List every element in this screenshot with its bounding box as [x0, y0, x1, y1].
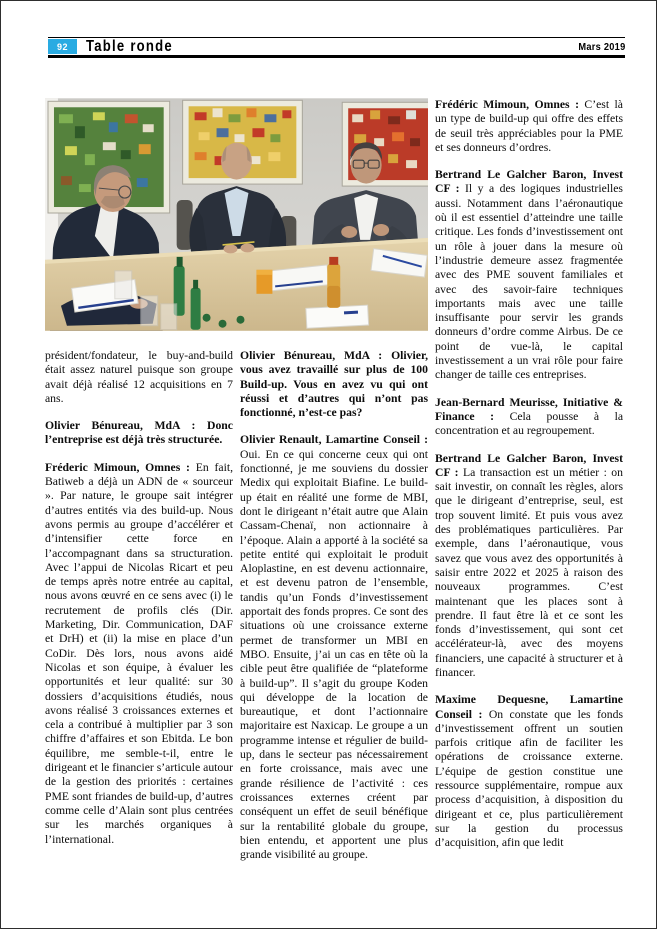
header-bottom-rule — [48, 55, 625, 58]
speaker-name: Olivier Bénureau, MdA : — [240, 349, 392, 362]
paragraph-text: Olivier, vous avez travaillé sur plus de 100 Build-up. Vous en avez vu qui ont réussi et d’autres qui n’ont pas fonctionné, n’est-ce pas? — [240, 349, 428, 420]
speaker-name: Jean-Bernard Meurisse, Initiative & Finance : — [435, 395, 623, 423]
paragraph-text: Oui. En ce qui concerne ceux qui ont fonctionné, je me souviens du dossier Medix qui exploitait Biafine. Le build-up était en réalité une forme de MBI, dont le dirigeant n’était autre que Alain Cassam-Chenaï, non actionnaire à l’époque. Alain a apporté à la société sa petite entité qui exploitait le produit Aloplastine, en est devenu actionnaire, et est devenu patron de l’ensemble, tandis qu’un Fonds d’investissement apportait des fonds propres. Ce sont des situations où une croissance externe permet de transformer un MBI en MBO. Ensuite, j’ai un cas en tête où la cible peut être qualifiée de “plateforme à build-up”. Il s’agit du groupe Koden qui développe de la location de bureautique, et dont l’actionnaire majoritaire est Naxicap. Le groupe a un programme intense et régulier de build-up, dans le secteur pas nécessairement en forte croissance, mais avec une grande résilience de l’activité : ces croissances externes créent par conséquent un effet de seuil bénéfique sur la rentabilité globale du groupe, bien entendu, et apportent une plus grande visibilité au groupe. — [240, 447, 428, 862]
roundtable-photo — [45, 98, 428, 331]
paragraph — [240, 433, 428, 862]
roundtable-photo-graphic — [45, 98, 428, 331]
paragraph — [45, 461, 233, 847]
issue-date: Mars 2019 — [577, 40, 625, 53]
speaker-name: Olivier Bénureau, MdA : — [45, 419, 208, 433]
paragraph — [435, 452, 623, 681]
paragraph-text: Donc l’entreprise est déjà très structurée. — [45, 419, 233, 447]
speaker-name: Maxime Dequesne, Lamartine Conseil : — [435, 693, 623, 721]
paragraph — [45, 349, 233, 406]
paragraph-text: président/fondateur, le buy-and-build était assez naturel puisque son groupe avait déjà réalisé 12 acquisitions en 7 ans. — [45, 349, 233, 405]
column-1 — [45, 349, 233, 860]
bottle-cap — [203, 314, 211, 322]
paragraph-text: La transaction est un métier : on sait investir, on connaît les règles, alors que le dirigeant d’entreprise, seul, est trop souvent limité. Et puis vous avez des problématiques particulières. Par exemple, dans l’aéronautique, vous savez que vous avez des opportunités à saisir entre 2022 et 2025 à raison des nouveaux programmes. C’est maintenant que les places sont à prendre. Il faut être là et ce sont les fonds d’investissement, qui sont cet accélérateur-là, avec des moyens financiers, une capacité à structurer et à financer. — [435, 465, 623, 679]
water-glass — [141, 296, 158, 326]
column-2 — [240, 349, 428, 875]
bottle-cap — [219, 320, 227, 328]
paragraph-text: On constate que les fonds d’investissement offrent un soutien parfois critique afin de faciliter les opérations de croissance externe. L’équipe de gestion constitue une ressource supplémentaire, rompue aux process d’acquisition, à disposition du dirigeant et ce, plus particulièrement sur la gestion du processus d’acquisition, afin que ledit — [435, 707, 624, 850]
speaker-name: Olivier Renault, Lamartine Conseil : — [240, 433, 428, 447]
paragraph-text: Il y a des logiques industrielles aussi. Notamment dans l’aéronautique où il est essentiel d’atteindre une taille critique. Les fonds d’investissement ont un rôle à jouer dans la mesure où l’industrie demeure assez fragmentée avec des PME souvent familiales et avec des savoir-faire techniques importants mais avec une taille insuffisante pour servir les grands donneurs d’ordre comme Airbus. De ce point de vue-là, le capital investissement a un vrai rôle pour faire changer de taille ces entreprises. — [435, 182, 623, 382]
paragraph — [435, 168, 623, 382]
speaker-name: Bertrand Le Galcher Baron, Invest CF : — [435, 451, 623, 479]
paragraph-text: C’est là un type de build-up qui offre des effets de seuil très appréciables pour la PME et ses donneurs d’ordres. — [435, 98, 623, 154]
speaker-name: Fréderic Mimoun, Omnes : — [45, 460, 196, 474]
page-number-badge: 92 — [48, 39, 77, 54]
paragraph — [240, 349, 428, 420]
orange-juice-glass — [256, 270, 272, 294]
orange-juice-bottle — [327, 257, 340, 308]
document — [306, 305, 369, 328]
water-glass — [161, 304, 177, 330]
speaker-name: Bertrand Le Galcher Baron, Invest CF : — [435, 168, 623, 196]
bottle-cap — [237, 316, 245, 324]
paragraph — [435, 98, 623, 155]
water-glass — [115, 271, 132, 299]
header-band — [48, 38, 625, 55]
paragraph — [435, 396, 623, 439]
paragraph — [45, 419, 233, 448]
paragraph-text: En fait, Batiweb a déjà un ADN de « sourceur ». Par nature, le groupe sait intégrer d’autres entités via des build-up. Nous avons permis au groupe d’accélérer et d’intensifier cette force en l’accompagnant dans sa structuration. Avec l’appui de Nicolas Ricart et peu de temps après notre entrée au capital, nous avons œuvré en ce sens avec (i) le recrutement de profils clés (Dir. Marketing, Dir. Communication, DAF et DrH) et (ii) la mise en place d’un CoDir. Dès lors, nous avons aidé Nicolas et son équipe, à évaluer les opportunités et leur qualité: sur 30 dossiers d’acquisitions étudiés, nous avons réalisé 3 croissances externes et cela a contribué à multiplier par 3 son chiffre d’affaires et son Ebitda. Le bon équilibre, me semble-t-il, entre le dirigeant et le financier s’articule autour de la gestion des priorités : certaines PME sont friandes de build-up, d’autres comme celle d’Alain sont plus centrées sur les marchés organiques à l’international. — [45, 460, 234, 846]
paragraph — [435, 693, 623, 850]
column-3 — [435, 98, 623, 864]
speaker-name: Frédéric Mimoun, Omnes : — [435, 98, 585, 111]
section-title: Table ronde — [86, 37, 173, 55]
paragraph-text: Cela pousse à la concentration et au regroupement. — [435, 409, 624, 438]
